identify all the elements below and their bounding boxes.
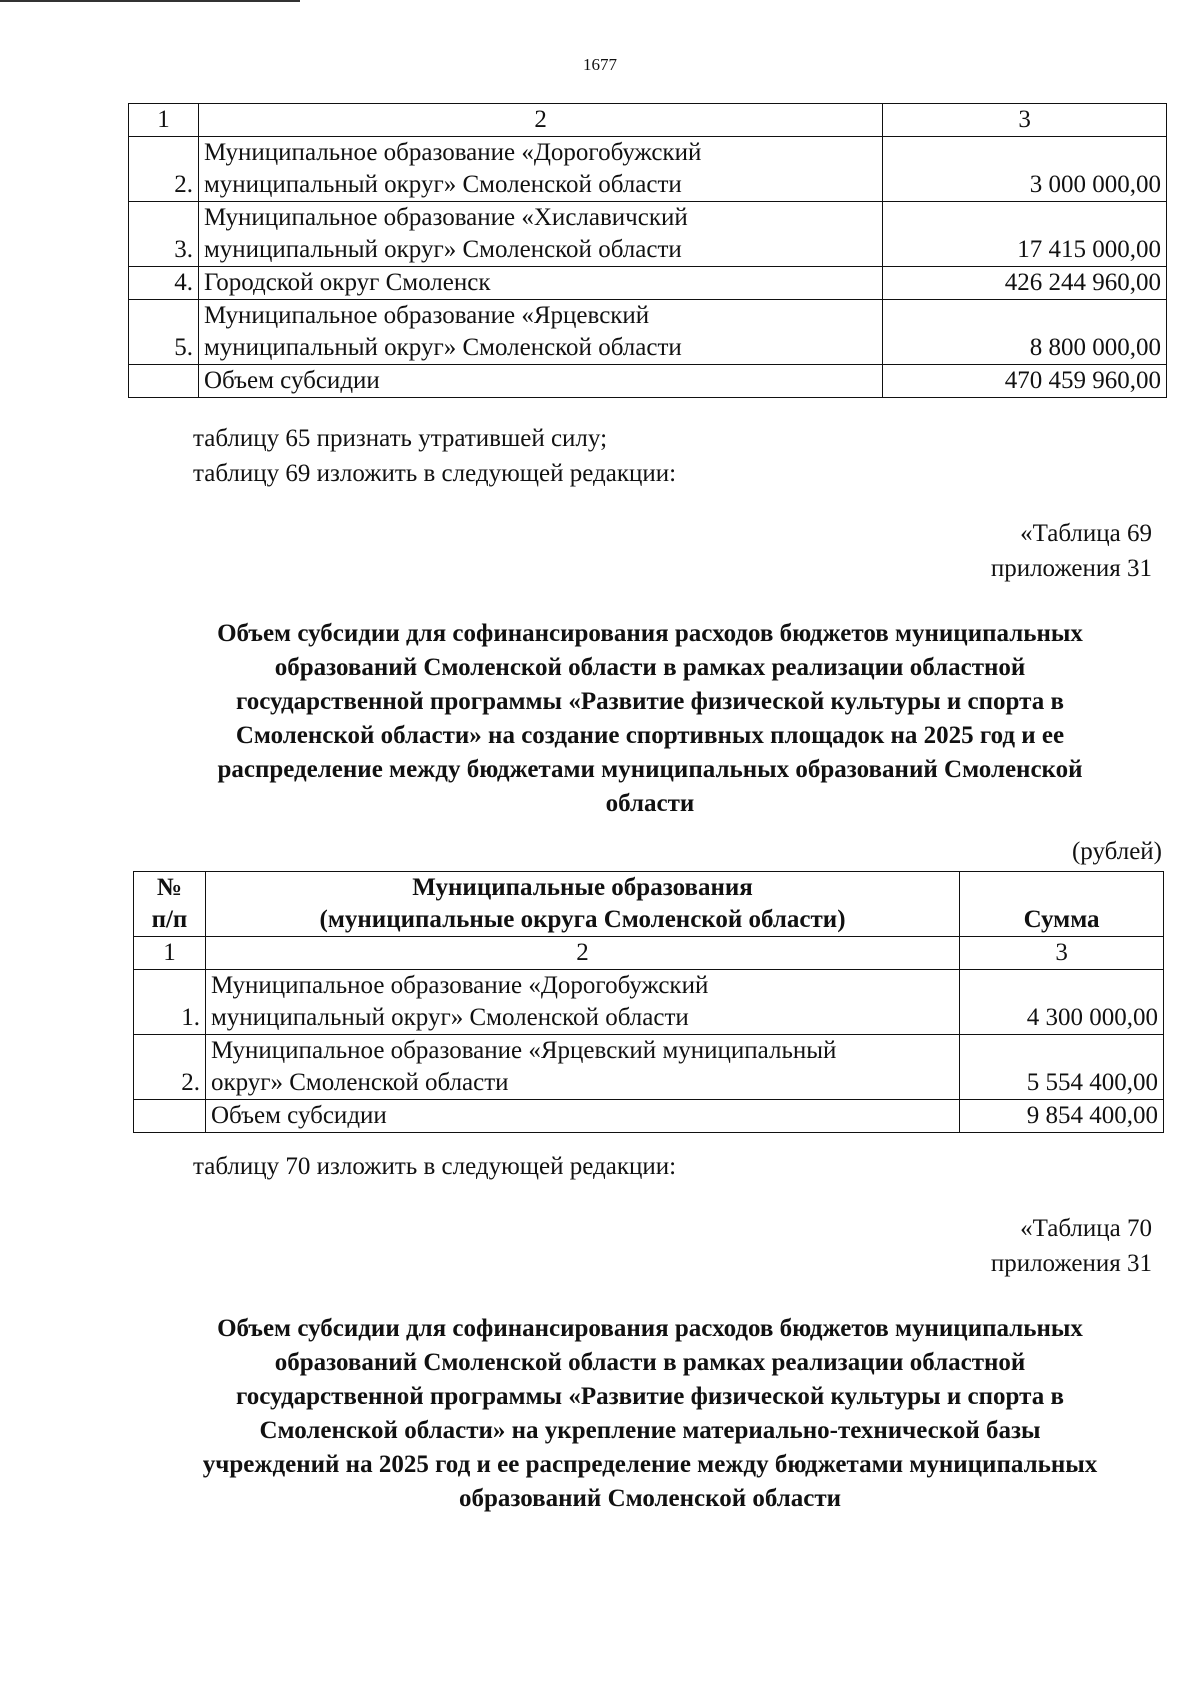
- table-row: [129, 300, 1167, 365]
- table-row: [134, 970, 1164, 1035]
- row-name-line: Муниципальное образование «Дорогобужский: [203, 139, 702, 166]
- table-cell: 1: [134, 937, 206, 970]
- heading-table-69: [120, 617, 1180, 821]
- table-ref-line: «Таблица 70: [1020, 1215, 1152, 1242]
- empty-cell: [129, 365, 199, 398]
- heading-line: учреждений на 2025 год и ее распределение между бюджетами муниципальных: [202, 1451, 1098, 1478]
- table-ref-line: приложения 31: [990, 1250, 1152, 1277]
- total-label: Объем субсидии: [198, 365, 882, 398]
- heading-line: Объем субсидии для софинансирования расходов бюджетов муниципальных: [217, 620, 1083, 647]
- row-name-line: Муниципальное образование «Ярцевский муниципальный: [210, 1037, 837, 1064]
- heading-line: Смоленской области» на укрепление материально-технической базы: [259, 1417, 1041, 1444]
- row-sum: 4 300 000,00: [960, 970, 1164, 1035]
- table-70-reference: [991, 1211, 1152, 1281]
- row-sum: 3 000 000,00: [883, 137, 1167, 202]
- header-name: [205, 872, 959, 937]
- table-cell: 3: [883, 104, 1167, 137]
- table-cell: 1: [129, 104, 199, 137]
- heading-line: области: [605, 790, 695, 817]
- row-name: [205, 970, 959, 1035]
- header-num: [134, 872, 206, 937]
- header-sum: Сумма: [960, 872, 1164, 937]
- table-row: [134, 1035, 1164, 1100]
- heading-line: государственной программы «Развитие физической культуры и спорта в: [236, 1383, 1064, 1410]
- row-name-line: муниципальный округ» Смоленской области: [203, 171, 682, 198]
- row-number: 4.: [129, 267, 199, 300]
- table-69-reference: [991, 516, 1152, 586]
- table-header-row: [134, 872, 1164, 937]
- header-line: п/п: [151, 906, 188, 933]
- table-index-row: [134, 937, 1164, 970]
- row-sum: 5 554 400,00: [960, 1035, 1164, 1100]
- paragraph-table-70: таблицу 70 изложить в следующей редакции:: [193, 1153, 677, 1180]
- table-total-row: [134, 1100, 1164, 1133]
- row-name: [198, 267, 882, 300]
- page-number: 1677: [583, 55, 617, 74]
- row-number: 1.: [134, 970, 206, 1035]
- heading-line: Смоленской области» на создание спортивных площадок на 2025 год и ее: [235, 722, 1065, 749]
- paragraph-table-65: таблицу 65 признать утратившей силу;: [193, 425, 608, 452]
- heading-line: Объем субсидии для софинансирования расходов бюджетов муниципальных: [217, 1315, 1083, 1342]
- table-row: [129, 202, 1167, 267]
- row-number: 5.: [129, 300, 199, 365]
- row-name-line: муниципальный округ» Смоленской области: [210, 1004, 689, 1031]
- row-name-line: Муниципальное образование «Хиславичский: [203, 204, 688, 231]
- header-line: Муниципальные образования: [412, 874, 753, 901]
- heading-line: государственной программы «Развитие физической культуры и спорта в: [236, 688, 1064, 715]
- heading-table-70: [120, 1312, 1180, 1516]
- row-number: 2.: [134, 1035, 206, 1100]
- table-row: [129, 267, 1167, 300]
- header-line: (муниципальные округа Смоленской области): [319, 906, 846, 933]
- row-name-line: округ» Смоленской области: [210, 1069, 509, 1096]
- row-name-line: муниципальный округ» Смоленской области: [203, 236, 682, 263]
- table-cell: 2: [205, 937, 959, 970]
- table-ref-line: приложения 31: [990, 555, 1152, 582]
- header-line: №: [156, 874, 183, 901]
- row-name-line: Городской округ Смоленск: [203, 269, 491, 296]
- table-index-row: [129, 104, 1167, 137]
- total-label: Объем субсидии: [205, 1100, 959, 1133]
- row-name-line: Муниципальное образование «Ярцевский: [203, 302, 650, 329]
- total-sum: 470 459 960,00: [883, 365, 1167, 398]
- heading-line: образований Смоленской области в рамках реализации областной: [274, 1349, 1026, 1376]
- unit-label: (рублей): [1071, 838, 1162, 865]
- empty-cell: [134, 1100, 206, 1133]
- table-cell: 2: [198, 104, 882, 137]
- table-cell: 3: [960, 937, 1164, 970]
- table-total-row: [129, 365, 1167, 398]
- subsidy-table-continued: [128, 103, 1167, 398]
- table-row: [129, 137, 1167, 202]
- heading-line: образований Смоленской области: [458, 1485, 842, 1512]
- top-rule: [0, 0, 300, 2]
- row-name: [205, 1035, 959, 1100]
- row-name: [198, 300, 882, 365]
- row-sum: 17 415 000,00: [883, 202, 1167, 267]
- heading-line: распределение между бюджетами муниципальных образований Смоленской: [217, 756, 1083, 783]
- row-sum: 8 800 000,00: [883, 300, 1167, 365]
- row-number: 2.: [129, 137, 199, 202]
- row-name-line: Муниципальное образование «Дорогобужский: [210, 972, 709, 999]
- row-sum: 426 244 960,00: [883, 267, 1167, 300]
- paragraph-table-69: таблицу 69 изложить в следующей редакции:: [193, 460, 677, 487]
- heading-line: образований Смоленской области в рамках реализации областной: [274, 654, 1026, 681]
- row-name: [198, 137, 882, 202]
- total-sum: 9 854 400,00: [960, 1100, 1164, 1133]
- table-69: [133, 871, 1164, 1133]
- row-number: 3.: [129, 202, 199, 267]
- table-ref-line: «Таблица 69: [1020, 520, 1152, 547]
- row-name: [198, 202, 882, 267]
- row-name-line: муниципальный округ» Смоленской области: [203, 334, 682, 361]
